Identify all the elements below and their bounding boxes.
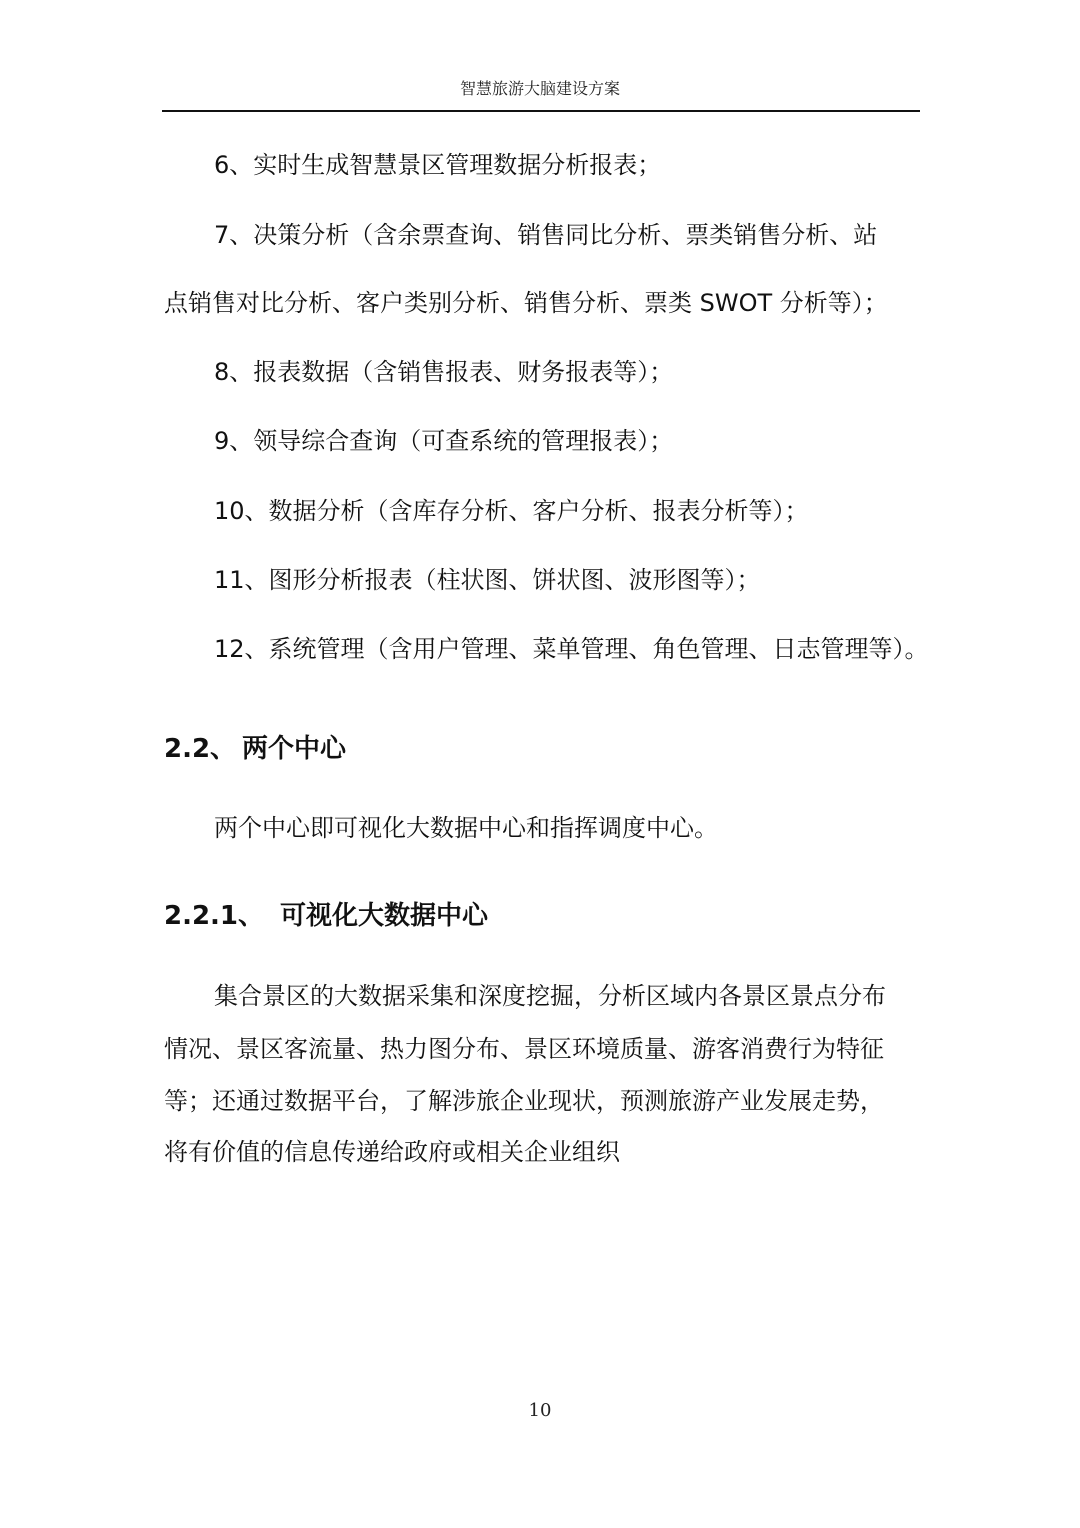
list-item-continuation: 点销售对比分析、客户类别分析、销售分析、票类 SWOT 分析等）； [164, 289, 888, 317]
list-item: 8、报表数据（含销售报表、财务报表等）； [214, 358, 674, 386]
section-heading-2-2-1 [164, 895, 488, 932]
list-item: 11、图形分析报表（柱状图、饼状图、波形图等）； [214, 566, 761, 594]
header-divider [162, 110, 920, 112]
list-item: 9、领导综合查询（可查系统的管理报表）； [214, 427, 674, 455]
section-paragraph: 两个中心即可视化大数据中心和指挥调度中心。 [214, 814, 718, 842]
paragraph-line: 情况、景区客流量、热力图分布、景区环境质量、游客消费行为特征 [164, 1035, 884, 1063]
section-title: 可视化大数据中心 [280, 901, 489, 931]
paragraph-line: 等；还通过数据平台，了解涉旅企业现状，预测旅游产业发展走势， [164, 1087, 884, 1115]
section-number: 2.2、 [164, 734, 237, 764]
section-number: 2.2.1、 [164, 901, 265, 931]
list-item: 10、数据分析（含库存分析、客户分析、报表分析等）； [214, 497, 809, 525]
page-number: 10 [528, 1400, 552, 1421]
list-item: 12、系统管理（含用户管理、菜单管理、角色管理、日志管理等）。 [214, 635, 929, 663]
list-item: 7、决策分析（含余票查询、销售同比分析、票类销售分析、站 [214, 221, 878, 249]
paragraph-line: 集合景区的大数据采集和深度挖掘，分析区域内各景区景点分布 [214, 982, 886, 1010]
paragraph-line: 将有价值的信息传递给政府或相关企业组织 [164, 1138, 620, 1166]
section-title: 两个中心 [242, 734, 347, 764]
running-header-title: 智慧旅游大脑建设方案 [459, 79, 620, 98]
list-item: 6、实时生成智慧景区管理数据分析报表； [214, 151, 662, 179]
section-heading-2-2 [164, 728, 346, 765]
